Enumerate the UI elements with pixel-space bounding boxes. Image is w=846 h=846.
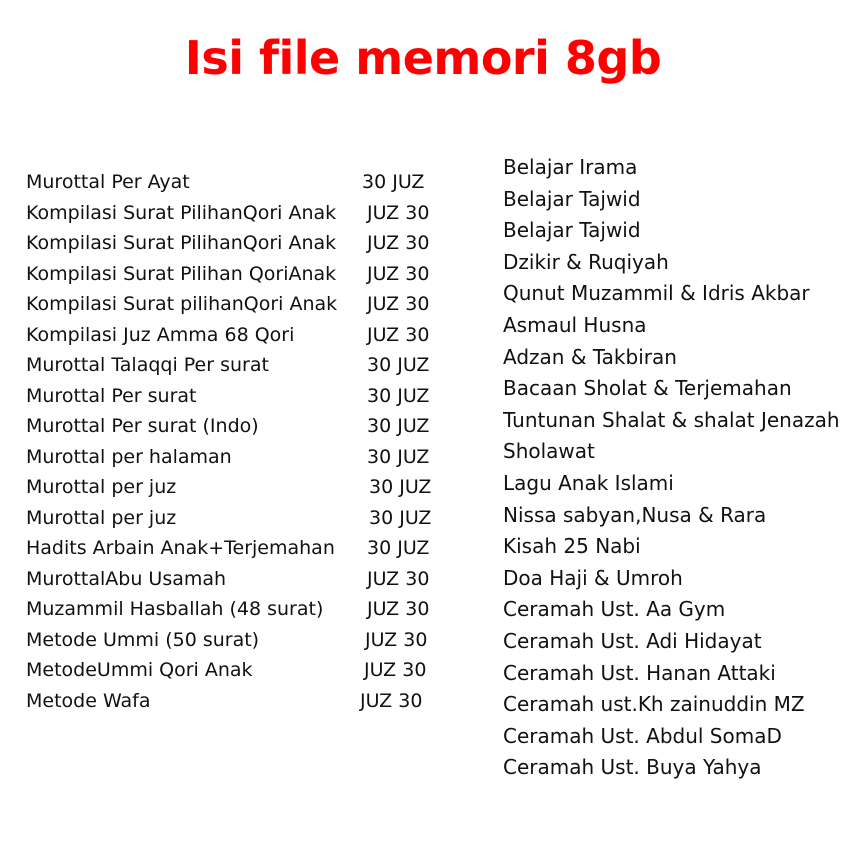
list-item: Ceramah Ust. Adi Hidayat: [503, 628, 762, 653]
list-item: [26, 472, 446, 503]
item-juz: JUZ 30: [360, 689, 423, 712]
item-juz: JUZ 30: [367, 201, 430, 224]
list-item: [26, 381, 446, 412]
list-item: [26, 442, 446, 473]
list-item: Belajar Tajwid: [503, 218, 641, 243]
item-name: MurottalAbu Usamah: [26, 567, 227, 590]
item-name: Kompilasi Juz Amma 68 Qori: [26, 323, 295, 346]
item-name: Kompilasi Surat PilihanQori Anak: [26, 232, 337, 254]
page-title: Isi file memori 8gb: [184, 31, 662, 85]
item-juz: JUZ 30: [365, 628, 428, 651]
item-juz: JUZ 30: [367, 323, 430, 346]
list-item: [26, 655, 446, 686]
list-item: Sholawat: [503, 439, 595, 464]
item-juz: JUZ 30: [367, 598, 430, 620]
list-item: Ceramah Ust. Aa Gym: [503, 597, 726, 622]
list-item: Ceramah Ust. Abdul SomaD: [503, 723, 782, 748]
list-item: Kisah 25 Nabi: [503, 534, 641, 559]
list-item: [26, 594, 446, 625]
list-item: Belajar Tajwid: [503, 186, 641, 211]
list-item: [26, 198, 446, 229]
item-name: Kompilasi Surat Pilihan QoriAnak: [26, 262, 337, 285]
item-juz: 30 JUZ: [367, 445, 430, 468]
list-item: Asmaul Husna: [503, 312, 647, 337]
list-item: [26, 503, 446, 534]
item-name: Metode Ummi (50 surat): [26, 628, 260, 651]
item-juz: 30 JUZ: [367, 415, 430, 437]
list-item: [26, 259, 446, 290]
left-content-list: [26, 167, 446, 716]
item-juz: JUZ 30: [367, 293, 430, 315]
list-item: [26, 167, 446, 198]
list-item: [26, 411, 446, 442]
item-juz: JUZ 30: [367, 262, 430, 285]
list-item: [26, 350, 446, 381]
item-juz: 30 JUZ: [362, 171, 425, 193]
list-item: Adzan & Takbiran: [503, 344, 677, 369]
item-juz: 30 JUZ: [369, 506, 432, 529]
list-item: [26, 533, 446, 564]
list-item: [26, 289, 446, 320]
item-name: Murottal Per surat (Indo): [26, 415, 259, 437]
item-name: Murottal Per surat: [26, 384, 197, 407]
list-item: Ceramah Ust. Buya Yahya: [503, 755, 762, 780]
list-item: Dzikir & Ruqiyah: [503, 249, 669, 274]
list-item: [26, 320, 446, 351]
item-name: Murottal per juz: [26, 506, 177, 529]
item-name: Metode Wafa: [26, 689, 151, 712]
list-item: Lagu Anak Islami: [503, 470, 674, 495]
right-content-list: [503, 152, 843, 784]
list-item: [26, 228, 446, 259]
list-item: Doa Haji & Umroh: [503, 565, 683, 590]
item-name: Hadits Arbain Anak+Terjemahan: [26, 537, 335, 559]
item-name: Murottal Talaqqi Per surat: [26, 354, 269, 376]
list-item: [26, 564, 446, 595]
item-name: Murottal per halaman: [26, 445, 232, 468]
item-name: Muzammil Hasballah (48 surat): [26, 598, 324, 620]
item-juz: JUZ 30: [367, 567, 430, 590]
item-name: Kompilasi Surat PilihanQori Anak: [26, 201, 337, 224]
item-name: Murottal Per Ayat: [26, 171, 190, 193]
item-name: Kompilasi Surat pilihanQori Anak: [26, 293, 338, 315]
item-juz: 30 JUZ: [367, 354, 430, 376]
list-item: Bacaan Sholat & Terjemahan: [503, 376, 792, 401]
list-item: Qunut Muzammil & Idris Akbar: [503, 281, 810, 306]
list-item: [26, 625, 446, 656]
list-item: Ceramah ust.Kh zainuddin MZ: [503, 692, 805, 717]
list-item: Nissa sabyan,Nusa & Rara: [503, 502, 767, 527]
item-juz: 30 JUZ: [367, 384, 430, 407]
list-item: [26, 686, 446, 717]
item-juz: 30 JUZ: [369, 476, 432, 498]
list-item: Belajar Irama: [503, 155, 638, 179]
item-name: Murottal per juz: [26, 476, 177, 498]
item-juz: JUZ 30: [367, 232, 430, 254]
list-item: Tuntunan Shalat & shalat Jenazah: [503, 407, 840, 432]
item-name: MetodeUmmi Qori Anak: [26, 659, 253, 681]
item-juz: JUZ 30: [364, 659, 427, 681]
item-juz: 30 JUZ: [367, 537, 430, 559]
list-item: Ceramah Ust. Hanan Attaki: [503, 660, 776, 685]
